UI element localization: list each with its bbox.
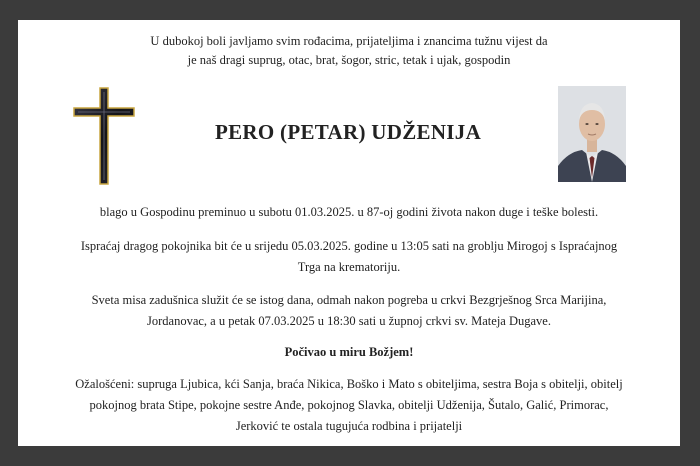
deceased-name: PERO (PETAR) UDŽENIJA	[214, 120, 482, 144]
intro-text	[18, 32, 680, 70]
obituary-card	[18, 20, 680, 446]
farewell-line-1: Ispraćaj dragog pokojnika bit će u srijedu 05.03.2025. godine u 13:05 sati na groblju Mirogoj s Ispraćajnog	[80, 239, 618, 253]
rest-in-peace: Počivao u miru Božjem!	[284, 345, 414, 359]
cross-icon	[72, 86, 136, 186]
farewell-text	[28, 236, 670, 278]
mass-line-2: Jordanovac, a u petak 07.03.2025 u 18:30 sati u župnoj crkvi sv. Mateja Dugave.	[147, 314, 551, 328]
farewell-line-2: Trga na krematoriju.	[297, 260, 401, 274]
intro-line-1: U dubokoj boli javljamo svim rođacima, prijateljima i znancima tužnu vijest da	[150, 34, 548, 48]
mourners-text	[28, 374, 670, 437]
intro-line-2: je naš dragi suprug, otac, brat, šogor, stric, tetak i ujak, gospodin	[187, 53, 511, 67]
portrait-photo	[558, 86, 626, 182]
mourners-line-2: pokojnog brata Stipe, pokojne sestre Anđe, pokojnog Slavka, obitelji Udženija, Šutalo, Galić, Primorac,	[89, 398, 609, 412]
mourners-line-3: Jerković te ostala tugujuća rodbina i prijatelji	[235, 419, 463, 433]
mass-line-1: Sveta misa zadušnica služit će se istog dana, odmah nakon pogreba u crkvi Bezgrješnog Srca Marijina,	[91, 293, 607, 307]
mourners-line-1: Ožalošćeni: supruga Ljubica, kći Sanja, braća Nikica, Boško i Mato s obiteljima, sestra Boja s obitelji, obitelj	[75, 377, 623, 391]
mass-text	[28, 290, 670, 332]
passing-text: blago u Gospodinu preminuo u subotu 01.03.2025. u 87-oj godini života nakon duge i teške bolesti.	[99, 205, 599, 219]
